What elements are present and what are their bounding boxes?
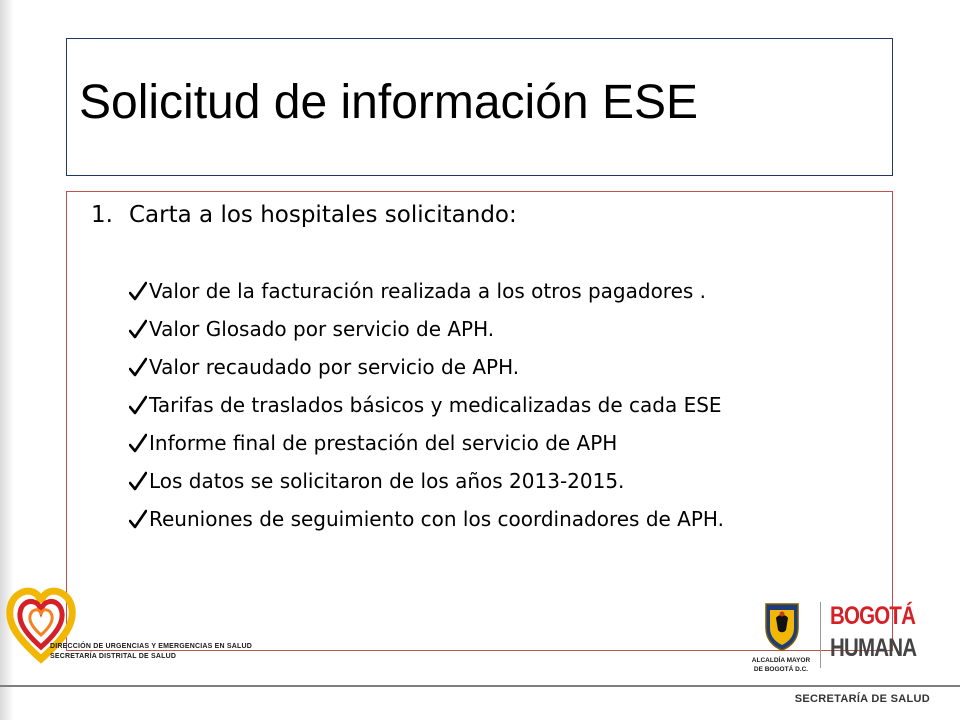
content-box: [66, 191, 893, 651]
bullet-text: Informe final de prestación del servicio de APH: [149, 431, 618, 455]
org-line-1: DIRECCIÓN DE URGENCIAS Y EMERGENCIAS EN SALUD: [50, 643, 253, 650]
heading-text: Carta a los hospitales solicitando:: [129, 202, 517, 228]
bullet-text: Los datos se solicitaron de los años 2013-2015.: [149, 469, 625, 493]
bullet-item: [129, 278, 874, 304]
bullet-item: [129, 354, 874, 380]
checkmark-icon: [129, 506, 147, 532]
brand-humana: HUMANA: [830, 634, 917, 662]
checkmark-icon: [129, 430, 147, 456]
heading-number: 1.: [91, 202, 113, 228]
logo-divider: [820, 602, 821, 668]
checkmark-icon: [129, 392, 147, 418]
bullet-item: [129, 468, 874, 494]
bullet-text: Reuniones de seguimiento con los coordinadores de APH.: [149, 507, 724, 531]
title-box: [66, 38, 893, 176]
bullet-text: Valor Glosado por servicio de APH.: [149, 317, 495, 341]
bullet-item: [129, 316, 874, 342]
alcaldia-line-2: DE BOGOTÁ D.C.: [753, 666, 809, 673]
checkmark-icon: [129, 316, 147, 342]
bullet-text: Valor de la facturación realizada a los otros pagadores .: [149, 279, 707, 303]
coat-of-arms-icon: [762, 600, 802, 652]
checkmark-icon: [129, 468, 147, 494]
slide-title: Solicitud de información ESE: [79, 76, 698, 129]
bogota-logo: [748, 596, 948, 686]
footer-label: SECRETARÍA DE SALUD: [794, 693, 930, 705]
bullet-text: Valor recaudado por servicio de APH.: [149, 355, 520, 379]
footer-divider: [0, 685, 960, 687]
bullet-item: [129, 392, 874, 418]
org-line-2: SECRETARÍA DISTRITAL DE SALUD: [50, 653, 177, 660]
bullet-text: Tarifas de traslados básicos y medicalizadas de cada ESE: [149, 393, 722, 417]
bullet-item: [129, 506, 874, 532]
bullet-item: [129, 430, 874, 456]
numbered-heading: [91, 202, 517, 228]
urgencias-logo: [6, 585, 253, 670]
checkmark-icon: [129, 278, 147, 304]
brand-bogota: BOGOTÁ: [830, 602, 916, 630]
bullet-list: [129, 278, 874, 544]
alcaldia-line-1: ALCALDÍA MAYOR: [751, 657, 811, 664]
checkmark-icon: [129, 354, 147, 380]
